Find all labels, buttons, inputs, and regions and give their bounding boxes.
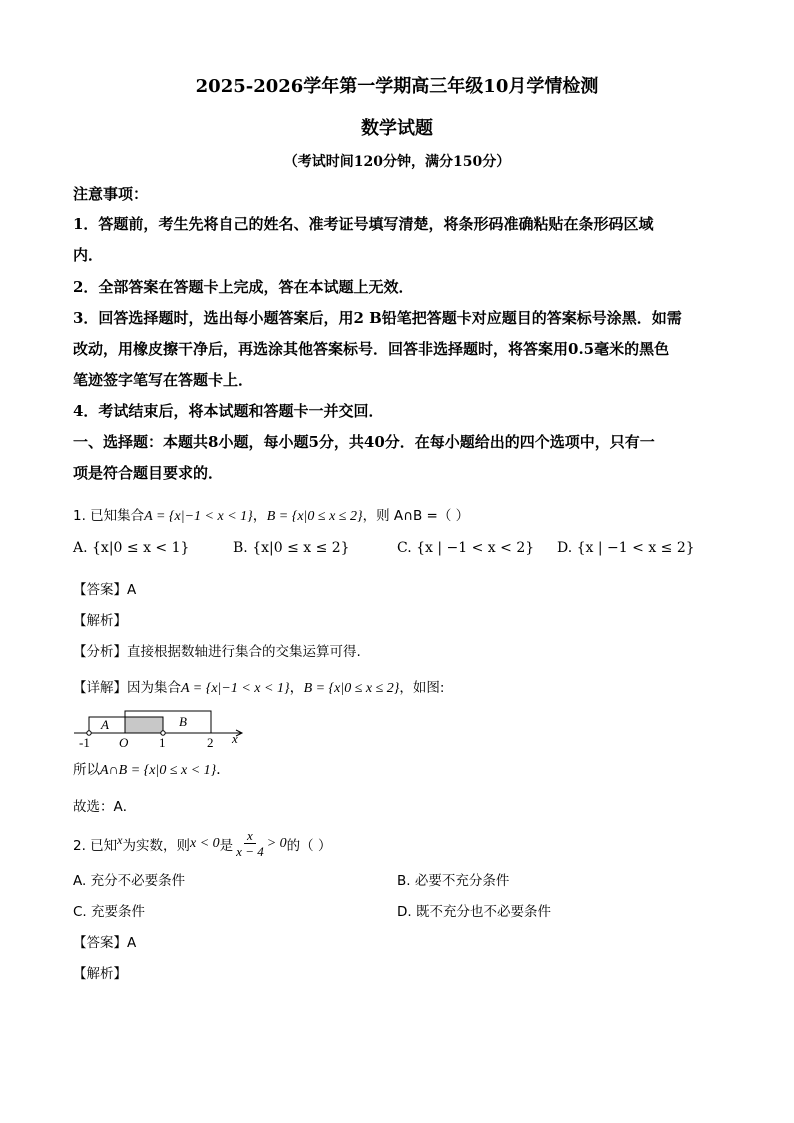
question-1-option-c: C. {x | −1 < x < 2} bbox=[397, 540, 535, 556]
question-1-option-b: B. {x|0 ≤ x ≤ 2} bbox=[233, 540, 350, 556]
question-1-conclusion-math: A∩B = {x|0 ≤ x < 1} bbox=[100, 763, 217, 778]
note-item-1-line-2: 内． bbox=[73, 246, 104, 264]
question-1-conclusion-prefix: 所以 bbox=[73, 762, 100, 778]
note-item-3-line-1: 3．回答选择题时，选出每小题答案后，用2 B铅笔把答题卡对应题目的答案标号涂黑．如需 bbox=[73, 309, 682, 327]
question-2-fraction-numerator: x bbox=[244, 828, 256, 844]
question-1-stem bbox=[73, 504, 469, 525]
note-item-3-line-2: 改动，用橡皮擦干净后，再选涂其他答案标号．回答非选择题时，将答案用0.5毫米的黑色 bbox=[73, 340, 670, 358]
question-2-cond: x < 0 bbox=[190, 836, 220, 851]
question-1-choice: 故选：A． bbox=[73, 799, 137, 815]
label-set-a: A bbox=[101, 717, 109, 732]
question-2-inequality: > 0 bbox=[266, 836, 287, 851]
question-2-mid-1: 为实数，则 bbox=[122, 838, 190, 854]
tick-label-origin: O bbox=[119, 735, 129, 749]
question-2-analysis-label: 【解析】 bbox=[73, 966, 127, 982]
question-1-conclusion bbox=[73, 758, 230, 779]
question-2-mid-2: 是 bbox=[219, 838, 234, 854]
tick-label-2: 2 bbox=[207, 735, 214, 749]
notes-heading: 注意事项： bbox=[73, 185, 149, 203]
question-1-detail-set-a: A = {x|−1 < x < 1} bbox=[181, 681, 290, 696]
question-1-separator: ， bbox=[252, 508, 267, 524]
question-2-answer: 【答案】A bbox=[73, 935, 137, 951]
tick-label-minus-1: -1 bbox=[79, 735, 90, 749]
question-1-detail-set-b: B = {x|0 ≤ x ≤ 2} bbox=[303, 681, 400, 696]
question-1-set-a: A = {x|−1 < x < 1} bbox=[144, 509, 253, 524]
question-1-suffix: ，则 A∩B =（ ） bbox=[362, 508, 470, 524]
question-2-suffix: 的（ ） bbox=[286, 838, 332, 854]
number-line-diagram bbox=[70, 703, 260, 749]
note-item-4: 4．考试结束后，将本试题和答题卡一并交回． bbox=[73, 402, 384, 420]
question-1-option-d: D. {x | −1 < x ≤ 2} bbox=[557, 540, 695, 556]
note-item-1-line-1: 1．答题前，考生先将自己的姓名、准考证号填写清楚，将条形码准确粘贴在条形码区域 bbox=[73, 215, 654, 233]
intersection-shade bbox=[125, 717, 163, 733]
question-2-fraction bbox=[236, 828, 264, 860]
question-1-conclusion-suffix: ． bbox=[216, 762, 231, 778]
question-1-analysis-label: 【解析】 bbox=[73, 613, 127, 629]
question-2-option-d: D. 既不充分也不必要条件 bbox=[397, 904, 551, 920]
question-1-answer: 【答案】A bbox=[73, 582, 137, 598]
question-1-fenxi: 【分析】直接根据数轴进行集合的交集运算可得. bbox=[73, 644, 361, 660]
note-item-2: 2．全部答案在答题卡上完成，答在本试题上无效． bbox=[73, 278, 414, 296]
question-1-prefix: 1. 已知集合 bbox=[73, 508, 145, 524]
question-1-detail-suffix: ，如图: bbox=[399, 680, 445, 696]
question-1-detail bbox=[73, 676, 444, 697]
question-1-option-a: A. {x|0 ≤ x < 1} bbox=[73, 540, 190, 556]
question-2-prefix: 2. 已知 bbox=[73, 838, 118, 854]
question-2-fraction-denominator: x − 4 bbox=[236, 844, 264, 859]
question-1-set-b: B = {x|0 ≤ x ≤ 2} bbox=[266, 509, 363, 524]
question-2-option-c: C. 充要条件 bbox=[73, 904, 146, 920]
page-title: 2025-2026学年第一学期高三年级10月学情检测 bbox=[195, 76, 599, 97]
section-heading-line-1: 一、选择题：本题共8小题，每小题5分，共40分．在每小题给出的四个选项中，只有一 bbox=[73, 433, 655, 451]
question-2-option-b: B. 必要不充分条件 bbox=[397, 873, 510, 889]
question-1-detail-prefix: 【详解】因为集合 bbox=[73, 680, 181, 696]
exam-info: （考试时间120分钟，满分150分） bbox=[283, 154, 511, 170]
question-1-detail-separator: ， bbox=[289, 680, 304, 696]
page-subtitle: 数学试题 bbox=[361, 118, 433, 139]
note-item-3-line-3: 笔迹签字笔写在答题卡上． bbox=[73, 371, 254, 389]
section-heading-line-2: 项是符合题目要求的． bbox=[73, 464, 224, 482]
question-2-stem bbox=[73, 824, 331, 864]
tick-label-1: 1 bbox=[159, 735, 166, 749]
question-2-var: x bbox=[117, 832, 123, 847]
label-set-b: B bbox=[179, 714, 187, 729]
question-2-option-a: A. 充分不必要条件 bbox=[73, 873, 186, 889]
axis-label-x: x bbox=[232, 731, 238, 746]
